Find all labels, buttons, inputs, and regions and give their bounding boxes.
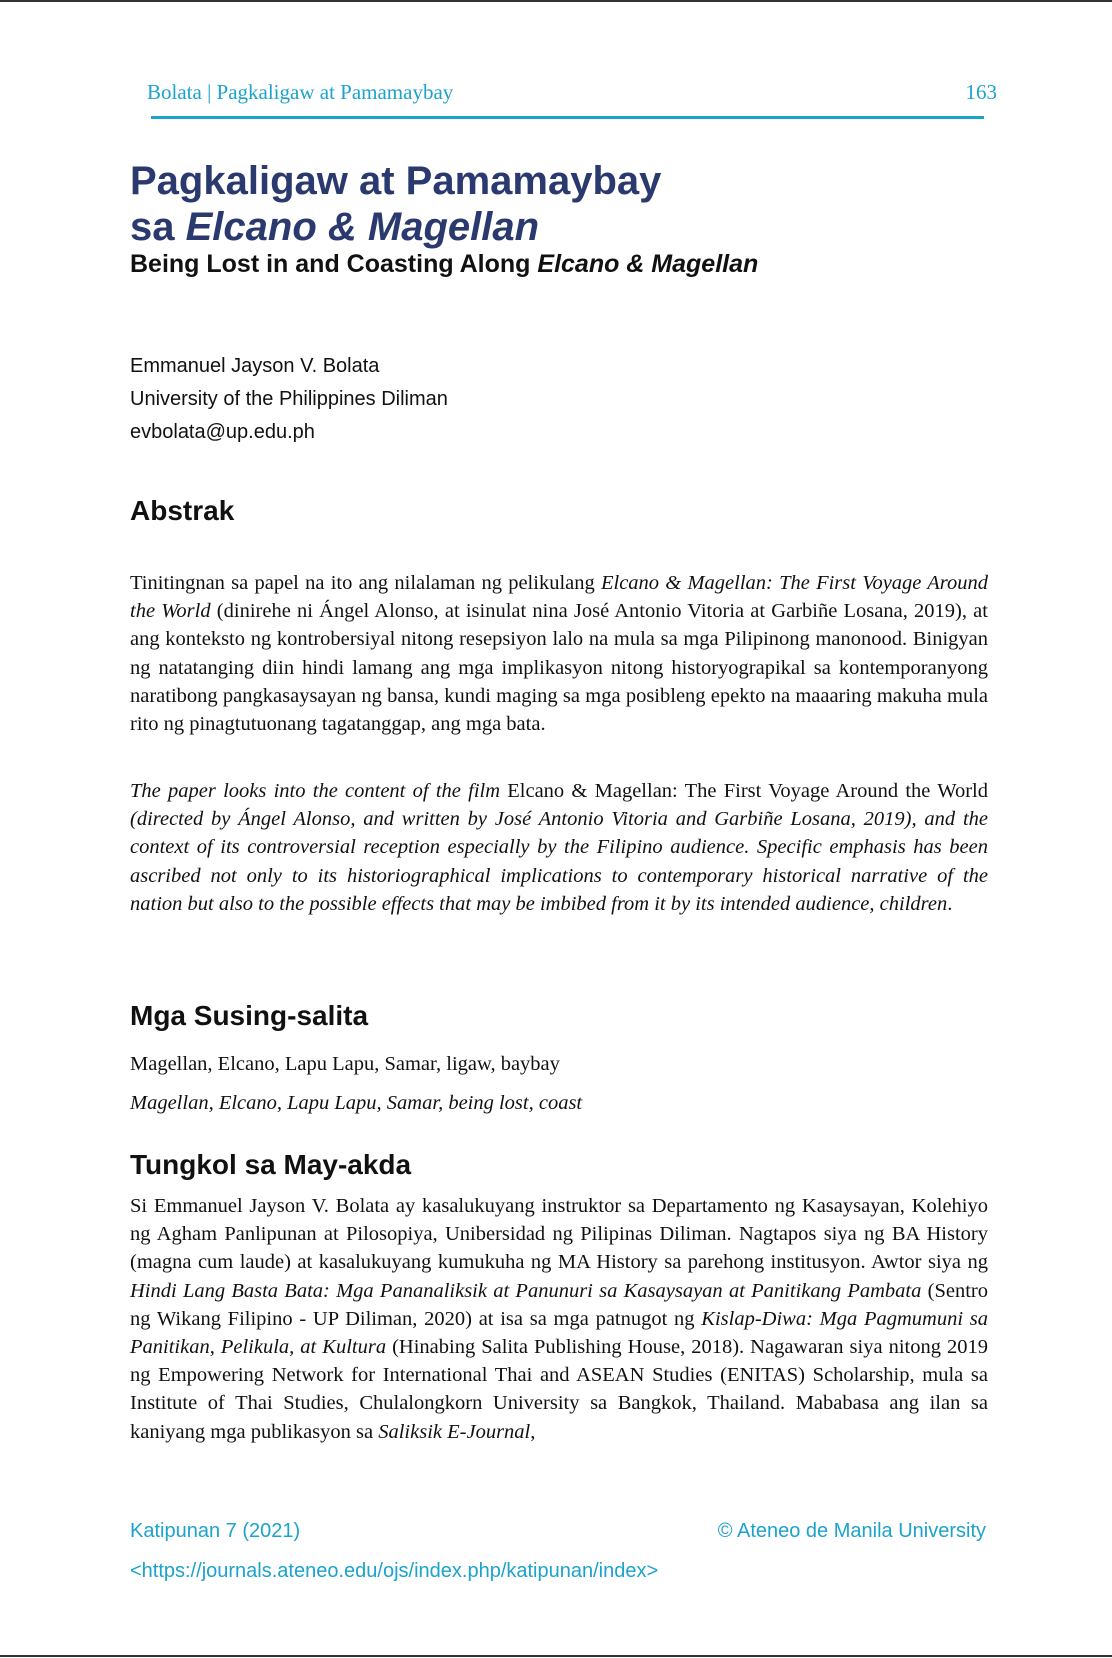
author-affiliation: University of the Philippines Diliman <box>130 388 448 410</box>
running-head-title: Bolata | Pagkaligaw at Pamamaybay <box>147 80 454 104</box>
about-author-body <box>130 1192 988 1446</box>
footer-journal: Katipunan 7 (2021) <box>130 1520 301 1542</box>
bottom-border <box>0 1655 1112 1657</box>
abstract-fil-film-title: Elcano & Magellan: The First Voyage Around the World <box>130 572 988 623</box>
keywords-heading: Mga Susing-salita <box>130 1000 369 1031</box>
about-text-4: , <box>530 1420 536 1443</box>
subtitle-film-name: Elcano & Magellan <box>537 250 759 278</box>
abstract-en-period: . <box>947 892 953 915</box>
title-line-1: Pagkaligaw at Pamamaybay <box>130 159 662 203</box>
author-block <box>130 350 448 449</box>
running-head <box>147 80 997 110</box>
about-author-heading: Tungkol sa May-akda <box>130 1149 412 1180</box>
author-name: Emmanuel Jayson V. Bolata <box>130 355 380 377</box>
about-text-3: (Hinabing Salita Publishing House, 2018). Nagawaran siya nitong 2019 ng Empowering Network for International Thai and ASEAN Studies (ENITAS) Scholarship, mula sa Institute of Thai Studies, Chulalongkorn University sa Bangkok, Thailand. Mababasa ang ilan sa kaniyang mga publikasyon sa <box>130 1336 988 1443</box>
abstract-fil-text-1: Tinitingnan sa papel na ito ang nilalaman ng pelikulang <box>130 572 601 594</box>
title-line-2 <box>130 204 1000 250</box>
title-line-2-prefix: sa <box>130 205 186 249</box>
abstract-heading: Abstrak <box>130 495 235 526</box>
abstract-english <box>130 777 988 918</box>
abstract-en-text-2: (directed by Ángel Alonso, and written by José Antonio Vitoria and Garbiñe Losana, 2019), and the context of its controversial reception especially by the Filipino audience. Specific emphasis has been ascribed not only to its historiographical implications to contemporary historical narrative of the nation but also to the possible effects that may be imbibed from it by its intended audience, children <box>130 808 988 915</box>
paper-title <box>130 158 1000 250</box>
abstract-fil-text-2: (dinirehe ni Ángel Alonso, at isinulat nina José Antonio Vitoria at Garbiñe Losana, 2019), at ang konteksto ng kontrobersiyal nitong resepsiyon lalo na mula sa mga Pilipinong manonood. Binigyan ng natatanging diin hindi lamang ang mga implikasyon nitong historyograpikal sa kontemporanyong naratibong pangkasaysayan ng bansa, kundi maging sa mga posibleng epekto na maaaring makuha mula rito ng pinagtutuonang tagatanggap, ang mga bata. <box>130 600 988 736</box>
paper-subtitle <box>130 250 1000 279</box>
running-head-rule <box>151 116 984 119</box>
about-journal-title: Saliksik E-Journal <box>378 1420 531 1443</box>
top-border <box>0 0 1112 2</box>
about-text-2: (Sentro ng Wikang Filipino - UP Diliman, 2020) at isa sa mga patnugot ng <box>130 1279 988 1330</box>
keywords-english: Magellan, Elcano, Lapu Lapu, Samar, being lost, coast <box>130 1092 583 1114</box>
about-book-title-2: Kislap-Diwa: Mga Pagmumuni sa Panitikan, Pelikula, at Kultura <box>130 1307 989 1359</box>
subtitle-prefix: Being Lost in and Coasting Along <box>130 250 538 278</box>
footer-copyright: © Ateneo de Manila University <box>717 1520 986 1542</box>
abstract-en-text-1: The paper looks into the content of the film <box>130 780 508 802</box>
about-book-title-1: Hindi Lang Basta Bata: Mga Pananaliksik at Panunuri sa Kasaysayan at Panitikang Pambata <box>130 1279 922 1302</box>
about-text-1: Si Emmanuel Jayson V. Bolata ay kasalukuyang instruktor sa Departamento ng Kasaysayan, Kolehiyo ng Agham Panlipunan at Pilosopiya, Unibersidad ng Pilipinas Diliman. Nagtapos siya ng BA History (magna cum laude) at kasalukuyang kumukuha ng MA History sa parehong institusyon. Awtor siya ng <box>130 1195 988 1274</box>
abstract-en-film-title: Elcano & Magellan: The First Voyage Around the World <box>507 780 988 802</box>
title-film-name: Elcano & Magellan <box>185 205 540 249</box>
page-number: 163 <box>965 80 997 104</box>
abstract-filipino <box>130 569 988 738</box>
footer-url-link[interactable]: <https://journals.ateneo.edu/ojs/index.php/katipunan/index> <box>130 1560 659 1582</box>
keywords-filipino: Magellan, Elcano, Lapu Lapu, Samar, ligaw, baybay <box>130 1053 560 1075</box>
author-email: evbolata@up.edu.ph <box>130 421 315 443</box>
footer-row <box>130 1520 986 1543</box>
